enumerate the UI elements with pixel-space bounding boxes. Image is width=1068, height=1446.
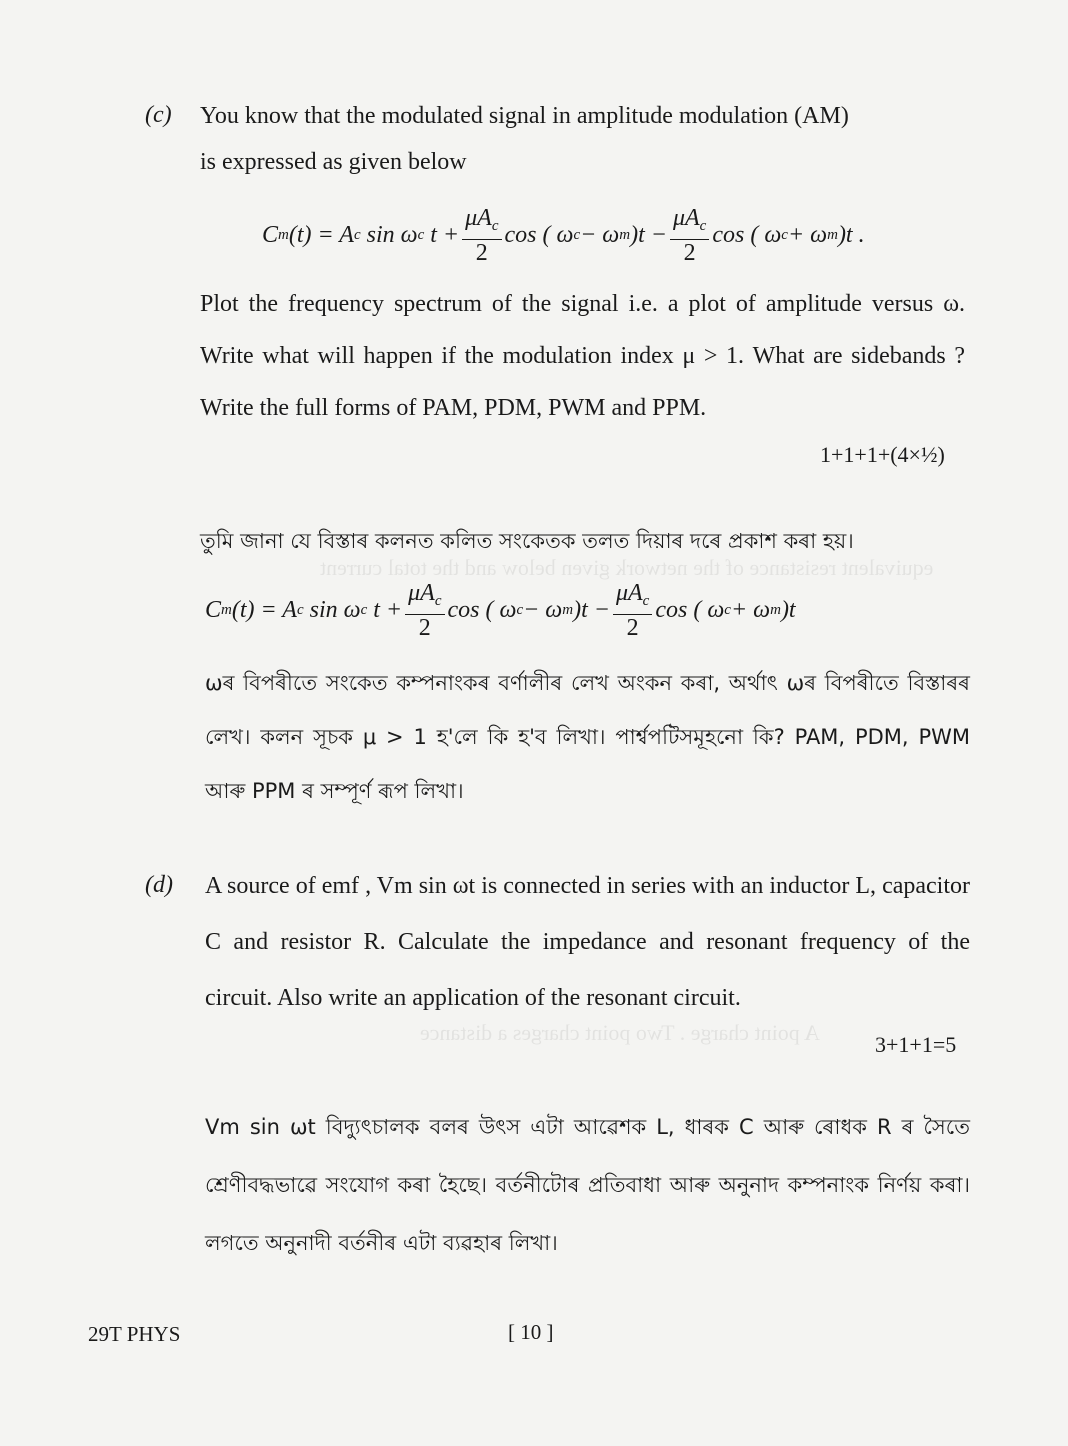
page-number: [ 10 ] [508, 1320, 554, 1344]
fraction-mu-ac-over-2: $\frac{\mu A_c}{2}$ [462, 205, 501, 266]
question-d-marks: 3+1+1=5 [875, 1032, 957, 1057]
question-d-bn-body: Vm sin ωt বিদ্যুৎচালক বলৰ উৎস এটা আৱেশক L, ধাৰক C আৰু ৰোধক R ৰ সৈতে শ্ৰেণীবদ্ধভাৱে সংযোগ কৰা হৈছে। বৰ্তনীটোৰ প্ৰতিবাধা আৰু অনুনাদ কম্পনাংক নিৰ্ণয় কৰা। লগতে অনুনাদী বৰ্তনীৰ এটা ব্যৱহাৰ লিখা। [205, 1115, 970, 1255]
question-c-label: (c) [145, 102, 172, 128]
question-d-body: A source of emf , Vm sin ωt is connected in series with an inductor L, capacitor C and resistor R. Calculate the impedance and resonant frequency of the circuit. Also write an application of the resonant circuit. [205, 873, 970, 1011]
question-c-body: Plot the frequency spectrum of the signal i.e. a plot of amplitude versus ω. Write what will happen if the modulation index μ > 1. What are sidebands ? Write the full forms of PAM, PDM, PWM and PPM. [200, 291, 965, 421]
question-c-intro-line1: You know that the modulated signal in amplitude modulation (AM) [200, 103, 849, 129]
bleed-through-text: equivalent resistance of the network given below and the total current [320, 555, 934, 580]
am-equation-bn: C m (t) = A c sin ω c t + $\frac{\mu A_c}{2}$ cos ( ω c − ω m )t − $\frac{\mu A_c}{2}$ cos ( ω c + ω m )t [205, 579, 796, 641]
question-d-label: (d) [145, 872, 173, 898]
fraction-mu-ac-over-2: $\frac{\mu A_c}{2}$ [405, 580, 444, 641]
question-c-marks: 1+1+1+(4×½) [820, 442, 945, 467]
question-c-bn-body: ωৰ বিপৰীতে সংকেত কম্পনাংকৰ বৰ্ণালীৰ লেখ অংকন কৰা, অৰ্থাৎ ωৰ বিপৰীতে বিস্তাৰৰ লেখ। কলন সূচক μ > 1 হ'লে কি হ'ব লিখা। পাৰ্শ্বপটিসমূহনো কি? PAM, PDM, PWM আৰু PPM ৰ সম্পূৰ্ণ ৰূপ লিখা। [205, 671, 970, 803]
am-equation: C m (t) = A c sin ω c t + $\frac{\mu A_c}{2}$ cos ( ω c − ω m )t − $\frac{\mu A_c}{2}$ cos ( ω c + ω m )t . [262, 204, 865, 266]
fraction-mu-ac-over-2: $\frac{\mu A_c}{2}$ [670, 205, 709, 266]
bleed-through-text: A point charge . Two point charges a distance [420, 1020, 820, 1045]
fraction-mu-ac-over-2: $\frac{\mu A_c}{2}$ [613, 580, 652, 641]
question-c-intro-line2: is expressed as given below [200, 149, 467, 175]
question-c-bn-intro: তুমি জানা যে বিস্তাৰ কলনত কলিত সংকেতক তলত দিয়াৰ দৰে প্ৰকাশ কৰা হয়। [200, 529, 854, 553]
paper-code: 29T PHYS [88, 1322, 181, 1346]
